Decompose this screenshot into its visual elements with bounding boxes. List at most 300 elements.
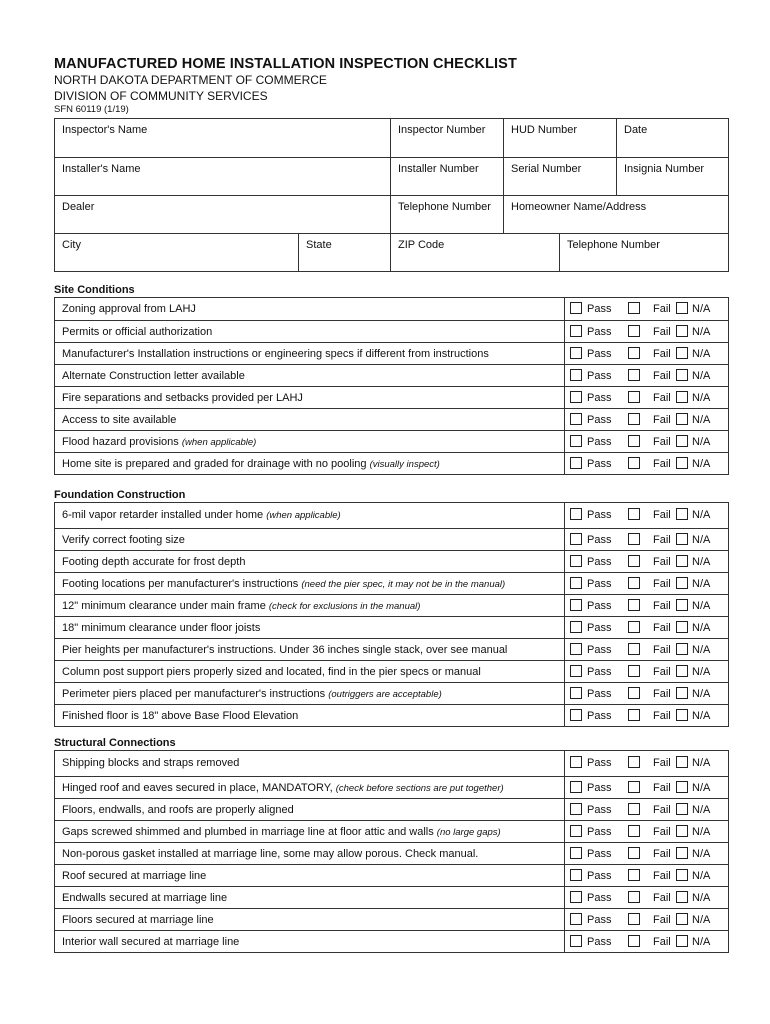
- checklist-row: [55, 682, 728, 704]
- fail-checkbox[interactable]: [628, 687, 640, 699]
- na-checkbox[interactable]: [676, 621, 688, 633]
- checklist-row: [55, 298, 728, 320]
- pass-checkbox[interactable]: [570, 577, 582, 589]
- header-fields: [54, 118, 729, 272]
- pass-label: Pass: [587, 666, 612, 678]
- fail-checkbox[interactable]: [628, 825, 640, 837]
- result-options: [564, 529, 729, 551]
- na-option[interactable]: [676, 326, 710, 339]
- fail-checkbox[interactable]: [628, 391, 640, 403]
- department-name: NORTH DAKOTA DEPARTMENT OF COMMERCE: [54, 73, 327, 87]
- pass-option[interactable]: [570, 870, 611, 883]
- pass-option[interactable]: [570, 622, 611, 635]
- pass-label: Pass: [587, 436, 612, 448]
- fail-checkbox[interactable]: [628, 302, 640, 314]
- pass-option[interactable]: [570, 782, 611, 795]
- checklist-item: [62, 298, 196, 320]
- na-option[interactable]: [676, 534, 710, 547]
- na-option[interactable]: [676, 848, 710, 861]
- pass-checkbox[interactable]: [570, 508, 582, 520]
- checklist-row: [55, 842, 728, 864]
- na-option[interactable]: [676, 303, 710, 316]
- fail-checkbox[interactable]: [628, 457, 640, 469]
- fail-option[interactable]: [628, 414, 671, 427]
- form-number: SFN 60119 (1/19): [54, 104, 129, 115]
- section-title: Structural Connections: [54, 737, 176, 749]
- na-checkbox[interactable]: [676, 756, 688, 768]
- fail-checkbox[interactable]: [628, 869, 640, 881]
- item-text: Shipping blocks and straps removed: [62, 757, 240, 769]
- na-option[interactable]: [676, 870, 710, 883]
- checklist-item: [62, 931, 239, 953]
- na-checkbox[interactable]: [676, 435, 688, 447]
- fail-label: Fail: [653, 370, 671, 382]
- fail-label: Fail: [653, 688, 671, 700]
- na-checkbox[interactable]: [676, 847, 688, 859]
- checklist-item: [62, 387, 303, 409]
- na-option[interactable]: [676, 936, 710, 949]
- fail-label: Fail: [653, 782, 671, 794]
- na-label: N/A: [692, 804, 711, 816]
- header-row-4: [55, 233, 728, 272]
- pass-checkbox[interactable]: [570, 803, 582, 815]
- result-options: [564, 683, 729, 705]
- serial-number-field[interactable]: Serial Number: [503, 158, 616, 196]
- fail-checkbox[interactable]: [628, 847, 640, 859]
- pass-label: Pass: [587, 534, 612, 546]
- result-options: [564, 751, 729, 776]
- fail-label: Fail: [653, 534, 671, 546]
- result-options: [564, 409, 729, 431]
- inspectors-name-field[interactable]: Inspector's Name: [62, 124, 148, 136]
- fail-option[interactable]: [628, 914, 671, 927]
- na-checkbox[interactable]: [676, 643, 688, 655]
- item-note: (need the pier spec, it may not be in the manual): [301, 579, 506, 590]
- pass-checkbox[interactable]: [570, 756, 582, 768]
- result-options: [564, 865, 729, 887]
- pass-checkbox[interactable]: [570, 869, 582, 881]
- installer-number-field[interactable]: Installer Number: [390, 158, 503, 196]
- pass-option[interactable]: [570, 458, 611, 471]
- fail-label: Fail: [653, 804, 671, 816]
- item-text: Column post support piers properly sized and located, find in the pier specs or manual: [62, 666, 481, 678]
- fail-checkbox[interactable]: [628, 369, 640, 381]
- na-option[interactable]: [676, 509, 710, 522]
- pass-option[interactable]: [570, 370, 611, 383]
- fail-option[interactable]: [628, 326, 671, 339]
- fail-checkbox[interactable]: [628, 803, 640, 815]
- checklist-item: [62, 887, 227, 909]
- na-checkbox[interactable]: [676, 913, 688, 925]
- checklist-item: [62, 683, 442, 706]
- pass-option[interactable]: [570, 757, 611, 770]
- fail-label: Fail: [653, 348, 671, 360]
- pass-option[interactable]: [570, 666, 611, 679]
- result-options: [564, 661, 729, 683]
- item-note: (outriggers are acceptable): [328, 689, 442, 700]
- pass-checkbox[interactable]: [570, 599, 582, 611]
- na-checkbox[interactable]: [676, 577, 688, 589]
- fail-checkbox[interactable]: [628, 891, 640, 903]
- checklist-item: [62, 573, 505, 596]
- dealer-field[interactable]: Dealer: [62, 201, 95, 213]
- item-text: Pier heights per manufacturer's instructions. Under 36 inches single stack, over see manual: [62, 644, 508, 656]
- fail-checkbox[interactable]: [628, 643, 640, 655]
- na-label: N/A: [692, 710, 711, 722]
- na-option[interactable]: [676, 914, 710, 927]
- hud-number-field[interactable]: HUD Number: [503, 119, 616, 157]
- fail-option[interactable]: [628, 644, 671, 657]
- pass-label: Pass: [587, 622, 612, 634]
- pass-option[interactable]: [570, 600, 611, 613]
- na-option[interactable]: [676, 688, 710, 701]
- na-option[interactable]: [676, 370, 710, 383]
- na-checkbox[interactable]: [676, 347, 688, 359]
- na-option[interactable]: [676, 666, 710, 679]
- pass-option[interactable]: [570, 644, 611, 657]
- fail-checkbox[interactable]: [628, 533, 640, 545]
- fail-option[interactable]: [628, 392, 671, 405]
- fail-checkbox[interactable]: [628, 756, 640, 768]
- fail-option[interactable]: [628, 436, 671, 449]
- na-label: N/A: [692, 622, 711, 634]
- item-text: Non-porous gasket installed at marriage line, some may allow porous. Check manual.: [62, 848, 479, 860]
- na-label: N/A: [692, 848, 711, 860]
- pass-checkbox[interactable]: [570, 555, 582, 567]
- date-field[interactable]: Date: [616, 119, 728, 157]
- na-checkbox[interactable]: [676, 555, 688, 567]
- fail-option[interactable]: [628, 892, 671, 905]
- fail-option[interactable]: [628, 710, 671, 723]
- checklist-item: [62, 909, 214, 931]
- pass-option[interactable]: [570, 303, 611, 316]
- section-title: Foundation Construction: [54, 489, 186, 501]
- na-option[interactable]: [676, 826, 710, 839]
- pass-label: Pass: [587, 303, 612, 315]
- result-options: [564, 909, 729, 931]
- checklist-row: [55, 704, 728, 726]
- na-option[interactable]: [676, 392, 710, 405]
- pass-label: Pass: [587, 414, 612, 426]
- header-row-3: [55, 195, 728, 234]
- na-checkbox[interactable]: [676, 665, 688, 677]
- checklist-item: [62, 321, 212, 343]
- fail-checkbox[interactable]: [628, 555, 640, 567]
- pass-option[interactable]: [570, 892, 611, 905]
- na-checkbox[interactable]: [676, 533, 688, 545]
- fail-option[interactable]: [628, 578, 671, 591]
- telephone-number-field[interactable]: Telephone Number: [390, 196, 503, 234]
- result-options: [564, 573, 729, 595]
- na-option[interactable]: [676, 782, 710, 795]
- fail-checkbox[interactable]: [628, 577, 640, 589]
- pass-label: Pass: [587, 600, 612, 612]
- na-checkbox[interactable]: [676, 687, 688, 699]
- result-options: [564, 431, 729, 453]
- fail-option[interactable]: [628, 556, 671, 569]
- fail-option[interactable]: [628, 688, 671, 701]
- fail-checkbox[interactable]: [628, 621, 640, 633]
- pass-checkbox[interactable]: [570, 533, 582, 545]
- fail-option[interactable]: [628, 622, 671, 635]
- pass-checkbox[interactable]: [570, 781, 582, 793]
- na-label: N/A: [692, 826, 711, 838]
- na-label: N/A: [692, 326, 711, 338]
- checklist-row: [55, 572, 728, 594]
- checklist-row: [55, 798, 728, 820]
- item-text: Fire separations and setbacks provided per LAHJ: [62, 392, 303, 404]
- result-options: [564, 321, 729, 343]
- fail-checkbox[interactable]: [628, 599, 640, 611]
- item-text: Flood hazard provisions: [62, 436, 179, 448]
- fail-option[interactable]: [628, 804, 671, 817]
- na-checkbox[interactable]: [676, 599, 688, 611]
- fail-option[interactable]: [628, 936, 671, 949]
- fail-checkbox[interactable]: [628, 413, 640, 425]
- na-checkbox[interactable]: [676, 302, 688, 314]
- pass-checkbox[interactable]: [570, 825, 582, 837]
- item-note: (visually inspect): [369, 459, 440, 470]
- homeowner-field[interactable]: Homeowner Name/Address: [503, 196, 728, 234]
- na-checkbox[interactable]: [676, 413, 688, 425]
- pass-checkbox[interactable]: [570, 709, 582, 721]
- checklist-item: [62, 777, 504, 800]
- fail-checkbox[interactable]: [628, 913, 640, 925]
- na-option[interactable]: [676, 622, 710, 635]
- item-text: Manufacturer's Installation instructions or engineering specs if different from instructions: [62, 348, 489, 360]
- checklist-row: [55, 320, 728, 342]
- na-option[interactable]: [676, 892, 710, 905]
- item-text: Roof secured at marriage line: [62, 870, 207, 882]
- pass-checkbox[interactable]: [570, 847, 582, 859]
- fail-label: Fail: [653, 392, 671, 404]
- pass-label: Pass: [587, 914, 612, 926]
- na-label: N/A: [692, 556, 711, 568]
- homeowner-telephone-field[interactable]: Telephone Number: [559, 234, 728, 272]
- na-checkbox[interactable]: [676, 825, 688, 837]
- pass-option[interactable]: [570, 914, 611, 927]
- pass-checkbox[interactable]: [570, 391, 582, 403]
- na-checkbox[interactable]: [676, 508, 688, 520]
- checklist-row: [55, 408, 728, 430]
- checklist-item: [62, 503, 341, 528]
- installers-name-field[interactable]: Installer's Name: [62, 163, 141, 175]
- fail-option[interactable]: [628, 782, 671, 795]
- result-options: [564, 551, 729, 573]
- pass-option[interactable]: [570, 326, 611, 339]
- checklist-row: [55, 908, 728, 930]
- fail-option[interactable]: [628, 870, 671, 883]
- fail-option[interactable]: [628, 826, 671, 839]
- result-options: [564, 298, 729, 320]
- na-checkbox[interactable]: [676, 803, 688, 815]
- fail-checkbox[interactable]: [628, 435, 640, 447]
- pass-option[interactable]: [570, 804, 611, 817]
- pass-option[interactable]: [570, 936, 611, 949]
- pass-option[interactable]: [570, 848, 611, 861]
- item-text: Gaps screwed shimmed and plumbed in marriage line at floor attic and walls: [62, 826, 434, 838]
- fail-option[interactable]: [628, 600, 671, 613]
- pass-option[interactable]: [570, 509, 611, 522]
- result-options: [564, 705, 729, 727]
- result-options: [564, 887, 729, 909]
- pass-checkbox[interactable]: [570, 935, 582, 947]
- pass-checkbox[interactable]: [570, 621, 582, 633]
- na-option[interactable]: [676, 556, 710, 569]
- na-label: N/A: [692, 578, 711, 590]
- pass-option[interactable]: [570, 556, 611, 569]
- state-field[interactable]: State: [298, 234, 390, 272]
- result-options: [564, 639, 729, 661]
- fail-label: Fail: [653, 326, 671, 338]
- na-option[interactable]: [676, 414, 710, 427]
- pass-checkbox[interactable]: [570, 413, 582, 425]
- na-label: N/A: [692, 782, 711, 794]
- na-option[interactable]: [676, 348, 710, 361]
- fail-checkbox[interactable]: [628, 347, 640, 359]
- fail-option[interactable]: [628, 757, 671, 770]
- result-options: [564, 821, 729, 843]
- pass-checkbox[interactable]: [570, 325, 582, 337]
- header-row-1: [55, 119, 728, 157]
- checklist-row: [55, 864, 728, 886]
- na-checkbox[interactable]: [676, 369, 688, 381]
- item-note: (check before sections are put together): [335, 783, 504, 794]
- pass-checkbox[interactable]: [570, 643, 582, 655]
- result-options: [564, 843, 729, 865]
- fail-checkbox[interactable]: [628, 935, 640, 947]
- checklist-row: [55, 503, 728, 528]
- na-label: N/A: [692, 936, 711, 948]
- na-label: N/A: [692, 644, 711, 656]
- fail-checkbox[interactable]: [628, 781, 640, 793]
- pass-option[interactable]: [570, 534, 611, 547]
- fail-option[interactable]: [628, 458, 671, 471]
- na-checkbox[interactable]: [676, 935, 688, 947]
- na-option[interactable]: [676, 600, 710, 613]
- pass-checkbox[interactable]: [570, 302, 582, 314]
- pass-checkbox[interactable]: [570, 347, 582, 359]
- checklist-row: [55, 930, 728, 952]
- fail-option[interactable]: [628, 303, 671, 316]
- fail-checkbox[interactable]: [628, 665, 640, 677]
- pass-checkbox[interactable]: [570, 435, 582, 447]
- fail-option[interactable]: [628, 370, 671, 383]
- pass-option[interactable]: [570, 710, 611, 723]
- na-checkbox[interactable]: [676, 391, 688, 403]
- item-text: 6-mil vapor retarder installed under home: [62, 509, 264, 521]
- pass-checkbox[interactable]: [570, 457, 582, 469]
- item-text: Hinged roof and eaves secured in place, MANDATORY,: [62, 782, 333, 794]
- fail-option[interactable]: [628, 348, 671, 361]
- pass-checkbox[interactable]: [570, 665, 582, 677]
- fail-option[interactable]: [628, 534, 671, 547]
- checklist-row: [55, 528, 728, 550]
- fail-label: Fail: [653, 892, 671, 904]
- pass-checkbox[interactable]: [570, 891, 582, 903]
- fail-checkbox[interactable]: [628, 325, 640, 337]
- pass-option[interactable]: [570, 688, 611, 701]
- pass-option[interactable]: [570, 414, 611, 427]
- city-field[interactable]: City: [62, 239, 81, 251]
- pass-label: Pass: [587, 757, 612, 769]
- na-label: N/A: [692, 688, 711, 700]
- item-text: Verify correct footing size: [62, 534, 185, 546]
- pass-option[interactable]: [570, 392, 611, 405]
- checklist-item: [62, 365, 245, 387]
- na-label: N/A: [692, 509, 711, 521]
- na-option[interactable]: [676, 757, 710, 770]
- fail-label: Fail: [653, 578, 671, 590]
- pass-option[interactable]: [570, 826, 611, 839]
- pass-checkbox[interactable]: [570, 369, 582, 381]
- fail-checkbox[interactable]: [628, 709, 640, 721]
- fail-label: Fail: [653, 509, 671, 521]
- pass-checkbox[interactable]: [570, 913, 582, 925]
- fail-checkbox[interactable]: [628, 508, 640, 520]
- result-options: [564, 503, 729, 528]
- result-options: [564, 595, 729, 617]
- item-note: (check for exclusions in the manual): [268, 601, 421, 612]
- fail-label: Fail: [653, 556, 671, 568]
- pass-option[interactable]: [570, 436, 611, 449]
- checklist-row: [55, 886, 728, 908]
- na-checkbox[interactable]: [676, 869, 688, 881]
- pass-label: Pass: [587, 392, 612, 404]
- item-note: (when applicable): [266, 510, 341, 521]
- na-option[interactable]: [676, 710, 710, 723]
- fail-label: Fail: [653, 710, 671, 722]
- na-option[interactable]: [676, 458, 710, 471]
- na-checkbox[interactable]: [676, 781, 688, 793]
- item-note: (when applicable): [181, 437, 257, 448]
- na-label: N/A: [692, 914, 711, 926]
- zip-field[interactable]: ZIP Code: [390, 234, 559, 272]
- fail-label: Fail: [653, 826, 671, 838]
- fail-option[interactable]: [628, 666, 671, 679]
- item-text: Finished floor is 18" above Base Flood Elevation: [62, 710, 299, 722]
- item-text: Floors, endwalls, and roofs are properly aligned: [62, 804, 294, 816]
- fail-label: Fail: [653, 936, 671, 948]
- pass-label: Pass: [587, 578, 612, 590]
- item-text: Alternate Construction letter available: [62, 370, 245, 382]
- pass-label: Pass: [587, 326, 612, 338]
- pass-option[interactable]: [570, 578, 611, 591]
- checklist-row: [55, 660, 728, 682]
- na-label: N/A: [692, 392, 711, 404]
- insignia-number-field[interactable]: Insignia Number: [616, 158, 728, 196]
- na-checkbox[interactable]: [676, 709, 688, 721]
- checklist-table: [54, 750, 729, 953]
- na-checkbox[interactable]: [676, 457, 688, 469]
- na-option[interactable]: [676, 578, 710, 591]
- na-option[interactable]: [676, 436, 710, 449]
- fail-option[interactable]: [628, 848, 671, 861]
- item-text: Floors secured at marriage line: [62, 914, 214, 926]
- pass-checkbox[interactable]: [570, 687, 582, 699]
- pass-option[interactable]: [570, 348, 611, 361]
- inspector-number-field[interactable]: Inspector Number: [390, 119, 503, 157]
- pass-label: Pass: [587, 710, 612, 722]
- na-option[interactable]: [676, 644, 710, 657]
- checklist-row: [55, 776, 728, 798]
- na-checkbox[interactable]: [676, 325, 688, 337]
- item-text: Footing locations per manufacturer's instructions: [62, 578, 299, 590]
- na-checkbox[interactable]: [676, 891, 688, 903]
- pass-label: Pass: [587, 804, 612, 816]
- na-option[interactable]: [676, 804, 710, 817]
- fail-option[interactable]: [628, 509, 671, 522]
